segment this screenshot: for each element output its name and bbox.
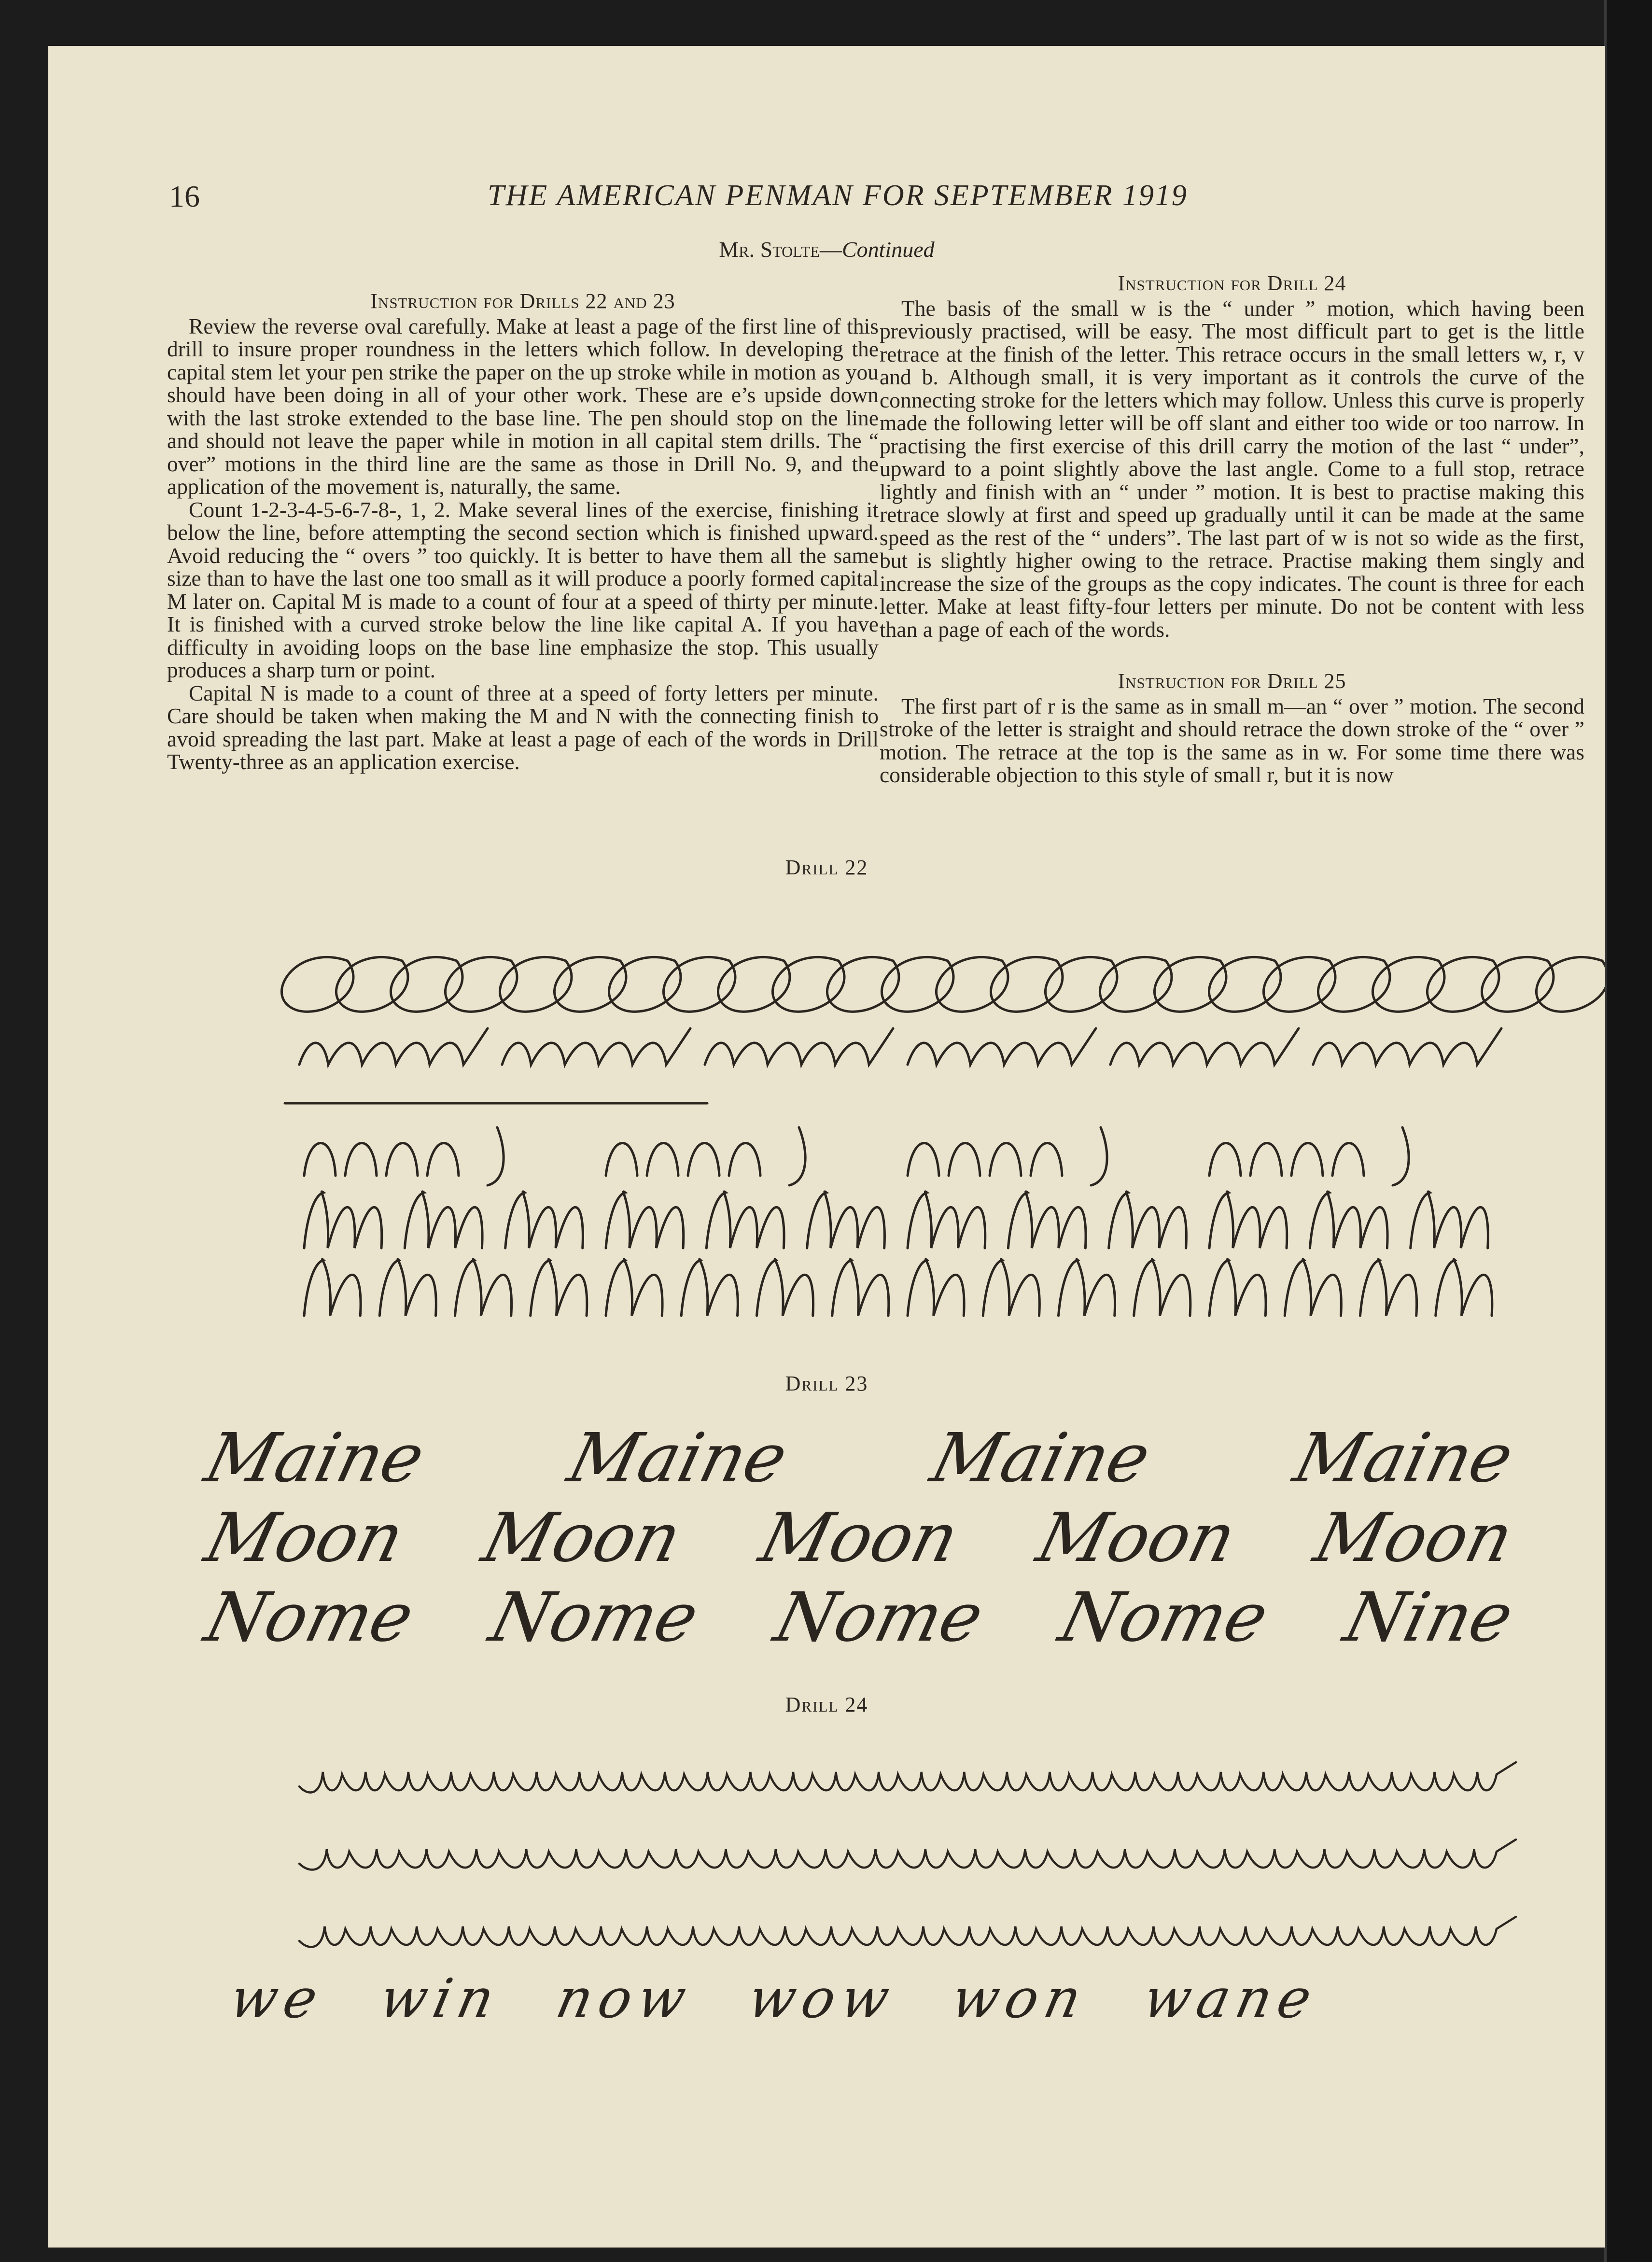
byline-name: Mr. Stolte— [719,237,842,262]
drill-23-word: Maine [197,1419,432,1498]
oval-stroke [1100,957,1171,1012]
oval-stroke [772,957,844,1012]
oval-stroke [445,957,517,1012]
drill-24-word: wane [1138,1967,1324,2030]
drill-23-word: Nome [197,1578,421,1657]
drill-23-row-2 [197,1498,1521,1577]
drill-24-script [48,1736,1605,2006]
oval-stroke [1209,957,1280,1012]
under-motion-row-1 [299,1762,1516,1792]
drill-24-word: wow [742,1967,902,2030]
right-paragraph-2: The first part of r is the same as in small m—an “ over ” motion. The second stroke of the letter is straight and should retrace the down stroke of the “ over ” motion. The retrace at the top is the same as in w. For some time there was considerable objection to this style of small r, but it is now [880,693,1584,787]
oval-stroke [882,957,953,1012]
oval-stroke [609,957,680,1012]
drill-24-word-row [224,1967,1541,2030]
drill-23-word: Maine [1287,1419,1521,1498]
byline [48,237,1605,262]
page [48,46,1605,2248]
oval-stroke [1482,957,1553,1012]
drill-23-word: Moon [475,1498,689,1577]
capital-stem-row-2 [304,1192,1488,1248]
oval-stroke [1536,957,1605,1012]
drill-23-row-3 [197,1578,1521,1657]
drill-23-word: Maine [560,1419,795,1498]
drill-22-script [48,905,1605,1340]
drill-24-word: won [946,1967,1093,2030]
drill-23-script [197,1419,1521,1663]
oval-stroke [500,957,571,1012]
drill-23-title: Drill 23 [785,1372,868,1395]
oval-stroke [336,957,407,1012]
left-paragraph-1: Review the reverse oval carefully. Make at least a page of the first line of this drill to insure proper roundness in the letters which follow. In developing the capital stem let your pen strike the paper on the up stroke while in motion as you should have been doing in all of your other work. These are e’s upside down with the last stroke extended to the base line. The pen should stop on the line and should not leave the paper while in motion in all capital stem drills. The “ over” motions in the third line are the same as those in Drill No. 9, and the application of the movement is, naturally, the same. [167,313,879,499]
under-motion-row-3 [299,1917,1516,1947]
oval-stroke [936,957,1008,1012]
left-paragraph-3: Capital N is made to a count of three at a speed of forty letters per minute. Care should be taken when making the M and N with the connecting finish to avoid spreading the last part. Make at least a page of each of the words in Drill Twenty-three as an application exercise. [167,680,879,774]
right-heading-2: Instruction for Drill 25 [1118,669,1346,693]
under-motion-row-2 [299,1840,1516,1869]
drill-23-word: Nome [482,1578,706,1657]
page-header [169,179,1535,232]
drill-23-word: Moon [1307,1498,1521,1577]
drill-23-word: Nine [1337,1578,1521,1657]
oval-stroke [391,957,462,1012]
right-paragraph-1: The basis of the small w is the “ under ” motion, which having been previously practised, will be easy. The most difficult part to get is the little retrace at the finish of the letter. This retrace occurs in the small letters w, r, v and b. Although small, it is very important as it controls the curve of the connecting stroke for the letters which may follow. Unless this curve is properly made the following letter will be off slant and either too wide or too narrow. In practising the first exercise of this drill carry the motion of the last “ under”, upward to a point slightly above the last angle. Come to a full stop, retrace lightly and finish with an “ under ” motion. It is best to practise making this retrace slowly at first and speed up gradually until it can be made at the same speed as the rest of the “ unders”. The last part of w is not so wide as the first, but is slightly higher owing to the retrace. Practise making them singly and increase the size of the groups as the copy indicates. The count is three for each letter. Make at least fifty-four letters per minute. Do not be content with less than a page of each of the words. [880,295,1584,642]
oval-stroke [827,957,898,1012]
drill-24-word: we [224,1967,330,2030]
drill-23-word: Nome [1052,1578,1276,1657]
drill-23-word: Moon [197,1498,412,1577]
drill-22-title: Drill 22 [785,856,868,879]
drill-23-word: Nome [767,1578,991,1657]
page-number: 16 [169,179,200,213]
oval-stroke [1318,957,1389,1012]
oval-stroke [554,957,626,1012]
oval-stroke [1372,957,1444,1012]
oval-stroke [663,957,735,1012]
left-heading: Instruction for Drills 22 and 23 [370,289,675,313]
oval-stroke [1045,957,1117,1012]
over-motion-row [299,1028,1501,1065]
oval-stroke [1154,957,1226,1012]
drill-23-word: Moon [1030,1498,1244,1577]
drill-23-word: Maine [924,1419,1158,1498]
oval-stroke [1263,957,1335,1012]
right-column [880,272,1584,787]
drill-23-word: Moon [752,1498,966,1577]
oval-stroke [718,957,789,1012]
running-title: THE AMERICAN PENMAN FOR SEPTEMBER 1919 [488,179,1188,212]
capital-stem-row-3 [304,1259,1492,1316]
capital-stem-row-1 [304,1127,1409,1185]
left-paragraph-2: Count 1-2-3-4-5-6-7-8-, 1, 2. Make several lines of the exercise, finishing it below the line, before attempting the second section which is finished upward. Avoid reducing the “ overs ” too quickly. It is better to have them all the same size than to have the last one too small as it will produce a poorly formed capital M later on. Capital M is made to a count of four at a speed of thirty per minute. It is finished with a curved stroke below the line like capital A. If you have difficulty in avoiding loops on the base line emphasize the stop. This usually produces a sharp turn or point. [167,497,879,682]
oval-stroke [1427,957,1498,1012]
drill-24-word: win [374,1967,506,2030]
left-column [167,290,879,773]
book-spine [1605,0,1652,2262]
oval-stroke [991,957,1062,1012]
drill-24-word: now [551,1967,699,2030]
drill-23-row-1 [197,1419,1521,1498]
right-heading-1: Instruction for Drill 24 [1118,271,1346,295]
drill-24-title: Drill 24 [785,1693,868,1716]
byline-continued: Continued [841,237,935,262]
oval-stroke [281,957,353,1012]
